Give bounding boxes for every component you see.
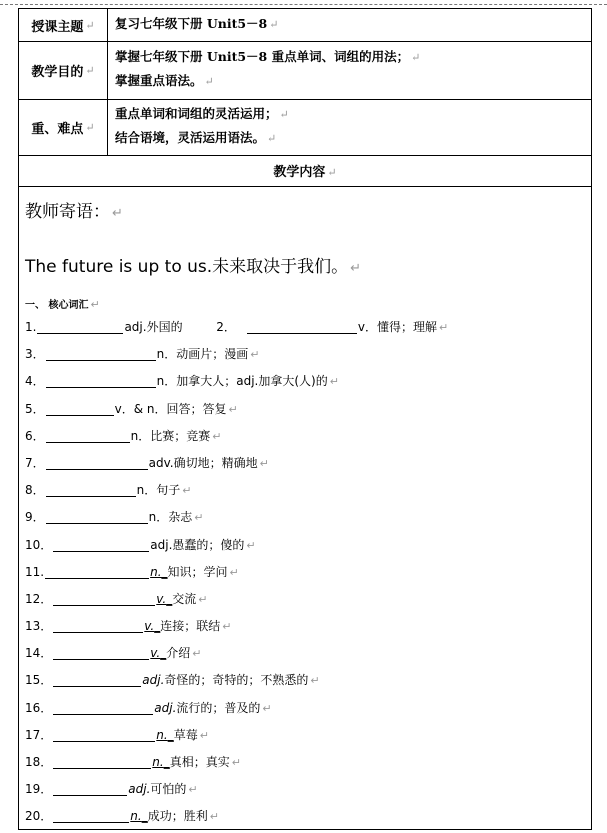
vocab-item: 15． adj.奇怪的；奇特的；不熟悉的 ↵ xyxy=(25,673,320,688)
goal-row xyxy=(19,41,591,100)
vocab-item: 1. adj.外国的 2． v．懂得；理解 ↵ xyxy=(25,320,449,334)
goal-value: 掌握七年级下册 Unit5－8 重点单词、词组的用法； ↵ 掌握重点语法。 ↵ xyxy=(115,49,421,88)
vocab-item: 10． adj.愚蠢的；傻的 ↵ xyxy=(25,537,256,552)
vocab-item: 7． adv.确切地；精确地 ↵ xyxy=(25,455,269,470)
vocab-item: 17． n._草莓 ↵ xyxy=(25,727,209,742)
vocab-item: 20． n._成功；胜利 ↵ xyxy=(25,809,219,824)
section-title: 一、 核心词汇 ↵ xyxy=(25,298,100,311)
content-title: 教学内容 ↵ xyxy=(273,165,337,180)
vocab-item: 11. n._知识；学问 ↵ xyxy=(25,564,239,579)
topic-label: 授课主题 ↵ xyxy=(19,9,108,41)
content-title-row xyxy=(19,155,591,187)
vocab-item: 18． n._真相；真实 ↵ xyxy=(25,755,241,769)
lesson-table xyxy=(18,8,592,830)
topic-value: 复习七年级下册 Unit5－8 ↵ xyxy=(115,16,279,31)
key-label: 重、难点 ↵ xyxy=(19,99,108,155)
goal-label: 教学目的 ↵ xyxy=(19,41,108,99)
vocab-item: 5． v．& n．回答；答复 ↵ xyxy=(25,401,238,416)
vocab-item: 3． n．动画片；漫画 ↵ xyxy=(25,347,260,362)
key-value: 重点单词和词组的灵活运用； ↵ 结合语境，灵活运用语法。 ↵ xyxy=(115,106,289,145)
vocab-item: 19． adj.可怕的 ↵ xyxy=(25,782,198,797)
teacher-message-label: 教师寄语： ↵ xyxy=(25,202,123,222)
vocab-list xyxy=(25,314,448,831)
vocab-item: 13． v._连接；联结 ↵ xyxy=(25,619,232,634)
teacher-message-quote: The future is up to us.未来取决于我们。 ↵ xyxy=(25,257,362,277)
vocab-item: 6． n．比赛；竞赛 ↵ xyxy=(25,428,222,443)
key-row xyxy=(19,99,591,156)
vocab-item: 12． v._交流 ↵ xyxy=(25,591,208,606)
vocab-item: 4． n．加拿大人；adj.加拿大(人)的 ↵ xyxy=(25,374,339,389)
vocab-item: 14． v._介绍 ↵ xyxy=(25,646,202,661)
topic-row xyxy=(19,9,591,42)
vocab-item: 9． n．杂志 ↵ xyxy=(25,510,204,525)
page-top-dashed-line xyxy=(0,4,607,5)
vocab-item: 16． adj.流行的；普及的 ↵ xyxy=(25,700,272,715)
vocab-item: 8． n．句子 ↵ xyxy=(25,483,192,498)
